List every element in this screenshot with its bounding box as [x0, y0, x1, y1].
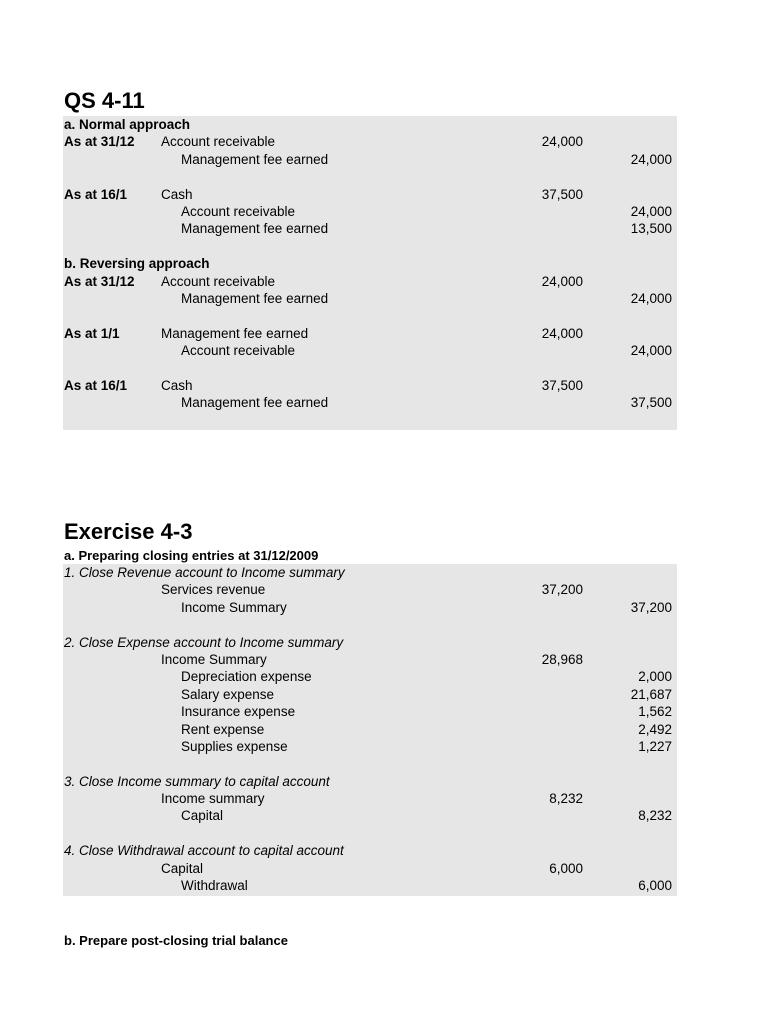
journal-line — [63, 186, 677, 203]
journal-line — [63, 686, 677, 703]
credit-amount: 24,000 — [630, 343, 672, 359]
normal-approach-heading-row — [63, 116, 677, 133]
account-name: Account receivable — [161, 134, 276, 150]
journal-line — [63, 342, 677, 359]
exercise-title: Exercise 4-3 — [64, 519, 193, 544]
journal-line — [63, 581, 677, 598]
account-name: Management fee earned — [181, 395, 329, 411]
journal-line — [63, 394, 677, 411]
journal-line — [63, 860, 677, 877]
credit-amount: 37,200 — [630, 599, 672, 615]
credit-amount: 1,562 — [638, 704, 672, 720]
qs-title: QS 4-11 — [64, 88, 145, 113]
account-name: Income Summary — [161, 651, 267, 667]
credit-amount: 37,500 — [630, 395, 672, 411]
debit-amount: 6,000 — [549, 860, 583, 876]
entry-caption-row — [63, 564, 677, 581]
account-name: Management fee earned — [181, 221, 329, 237]
journal-line — [63, 790, 677, 807]
credit-amount: 2,492 — [638, 721, 672, 737]
journal-line — [63, 877, 677, 894]
account-name: Capital — [181, 808, 224, 824]
entry-date: As at 31/12 — [64, 273, 135, 289]
journal-line — [63, 377, 677, 394]
reversing-approach-heading-row — [63, 255, 677, 272]
credit-amount: 21,687 — [630, 686, 672, 702]
closing-entries-heading: a. Preparing closing entries at 31/12/2009 — [64, 548, 319, 563]
account-name: Cash — [161, 186, 193, 202]
debit-amount: 24,000 — [541, 134, 583, 150]
account-name: Salary expense — [181, 686, 275, 702]
journal-line — [63, 721, 677, 738]
credit-amount: 24,000 — [630, 151, 672, 167]
journal-line — [63, 273, 677, 290]
account-name: Withdrawal — [181, 878, 248, 894]
debit-amount: 24,000 — [541, 325, 583, 341]
entry-date: As at 31/12 — [64, 134, 135, 150]
debit-amount: 28,968 — [541, 651, 583, 667]
journal-line — [63, 133, 677, 150]
journal-line — [63, 599, 677, 616]
account-name: Management fee earned — [161, 325, 309, 341]
journal-line — [63, 651, 677, 668]
account-name: Income Summary — [181, 599, 287, 615]
closing-entries — [63, 564, 677, 894]
debit-amount: 37,500 — [541, 377, 583, 393]
debit-amount: 37,200 — [541, 582, 583, 598]
credit-amount: 24,000 — [630, 290, 672, 306]
account-name: Services revenue — [161, 582, 266, 598]
reversing-approach-heading: b. Reversing approach — [64, 256, 210, 272]
entry-caption: 1. Close Revenue account to Income summary — [64, 565, 345, 580]
journal-line — [63, 807, 677, 824]
account-name: Account receivable — [181, 203, 296, 219]
account-name: Account receivable — [181, 343, 296, 359]
debit-amount: 37,500 — [541, 186, 583, 202]
normal-approach-heading: a. Normal approach — [64, 117, 191, 132]
entry-caption: 4. Close Withdrawal account to capital account — [64, 843, 344, 859]
reversing-approach-entries — [63, 273, 677, 412]
journal-line — [63, 220, 677, 237]
entry-caption: 3. Close Income summary to capital account — [64, 773, 330, 789]
journal-line — [63, 325, 677, 342]
account-name: Capital — [161, 860, 204, 876]
credit-amount: 2,000 — [638, 669, 672, 685]
credit-amount: 8,232 — [638, 808, 672, 824]
journal-line — [63, 668, 677, 685]
debit-amount: 24,000 — [541, 273, 583, 289]
account-name: Cash — [161, 377, 193, 393]
entry-caption: 2. Close Expense account to Income summary — [64, 634, 344, 650]
account-name: Management fee earned — [181, 151, 329, 167]
entry-caption-row — [63, 773, 677, 790]
credit-amount: 24,000 — [630, 203, 672, 219]
entry-caption-row — [63, 634, 677, 651]
account-name: Rent expense — [181, 721, 265, 737]
entry-date: As at 16/1 — [64, 186, 128, 202]
qs-journal-panel — [63, 116, 677, 430]
journal-line — [63, 738, 677, 755]
account-name: Income summary — [161, 791, 265, 807]
journal-line — [63, 151, 677, 168]
account-name: Account receivable — [161, 273, 276, 289]
credit-amount: 6,000 — [638, 878, 672, 894]
account-name: Management fee earned — [181, 290, 329, 306]
account-name: Insurance expense — [181, 704, 296, 720]
journal-line — [63, 290, 677, 307]
journal-line — [63, 703, 677, 720]
debit-amount: 8,232 — [549, 791, 583, 807]
trial-balance-heading: b. Prepare post-closing trial balance — [64, 933, 288, 948]
entry-caption-row — [63, 842, 677, 859]
account-name: Supplies expense — [181, 738, 288, 754]
entry-date: As at 1/1 — [64, 325, 120, 341]
credit-amount: 13,500 — [630, 221, 672, 237]
credit-amount: 1,227 — [638, 738, 672, 754]
normal-approach-entries — [63, 133, 677, 237]
account-name: Depreciation expense — [181, 669, 312, 685]
journal-line — [63, 203, 677, 220]
closing-entries-panel — [63, 564, 677, 896]
entry-date: As at 16/1 — [64, 377, 128, 393]
